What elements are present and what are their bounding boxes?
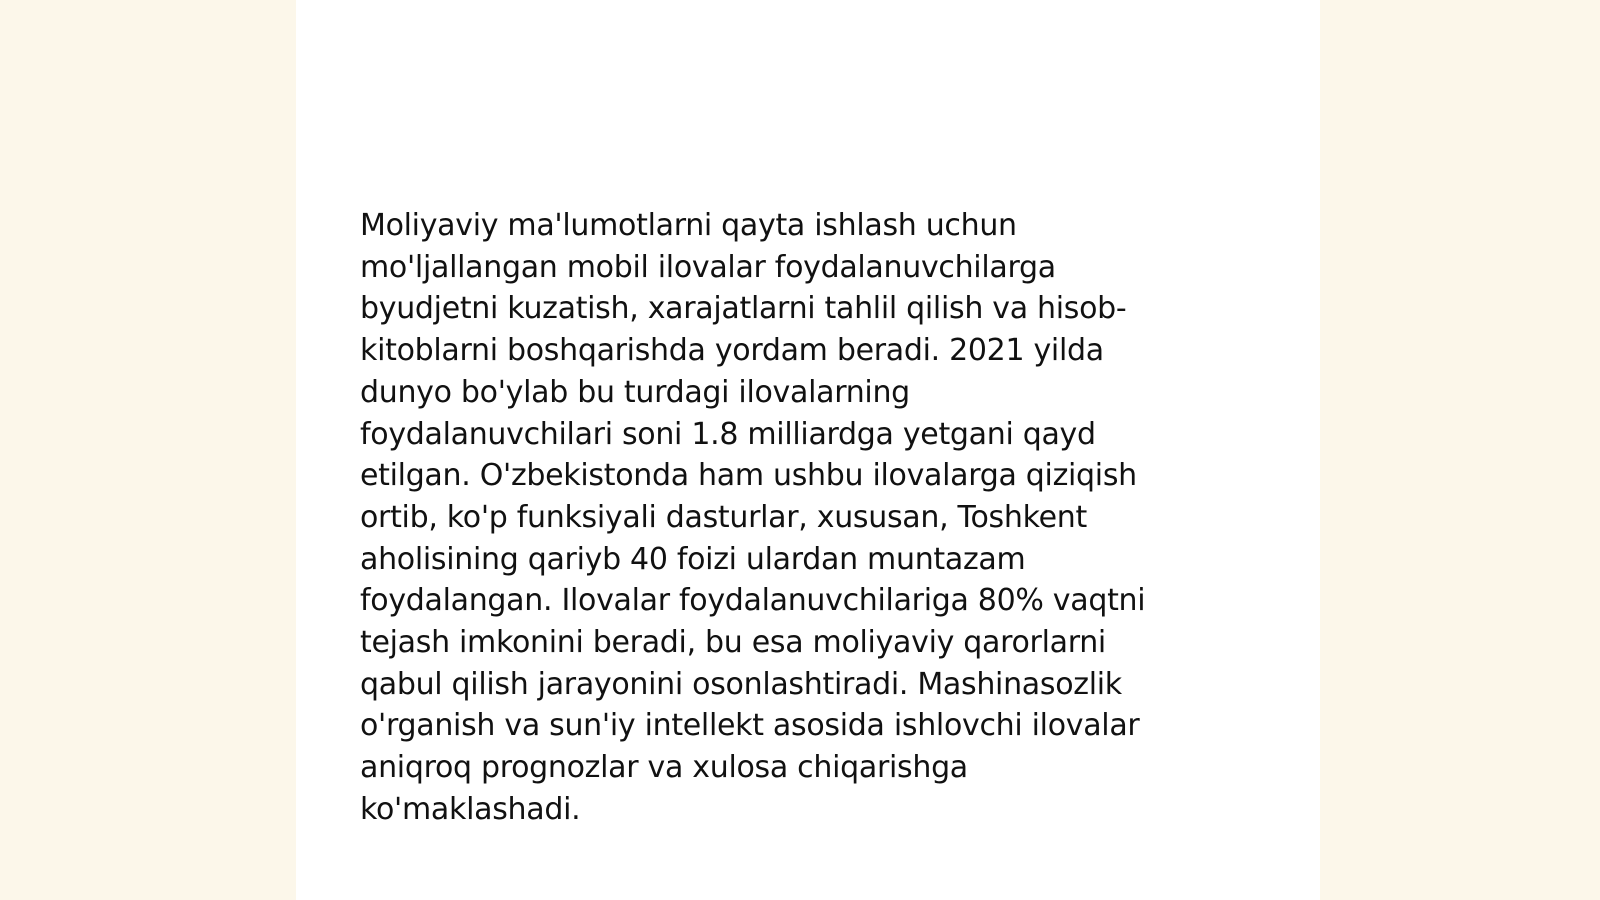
document-page <box>296 0 1320 900</box>
body-paragraph: Moliyaviy ma'lumotlarni qayta ishlash uchun mo'ljallangan mobil ilovalar foydalanuvchilarga byudjetni kuzatish, xarajatlarni tahlil qilish va hisob- kitoblarni boshqarishda yordam beradi. 2021 yilda dunyo bo'ylab bu turdagi ilovalarning foydalanuvchilari soni 1.8 milliardga yetgani qayd etilgan. O'zbekistonda ham ushbu ilovalarga qiziqish ortib, ko'p funksiyali dasturlar, xususan, Toshkent aholisining qariyb 40 foizi ulardan muntazam foydalangan. Ilovalar foydalanuvchilariga 80% vaqtni tejash imkonini beradi, bu esa moliyaviy qarorlarni qabul qilish jarayonini osonlashtiradi. Mashinasozlik o'rganish va sun'iy intellekt asosida ishlovchi ilovalar aniqroq prognozlar va xulosa chiqarishga ko'maklashadi. <box>360 208 1146 827</box>
